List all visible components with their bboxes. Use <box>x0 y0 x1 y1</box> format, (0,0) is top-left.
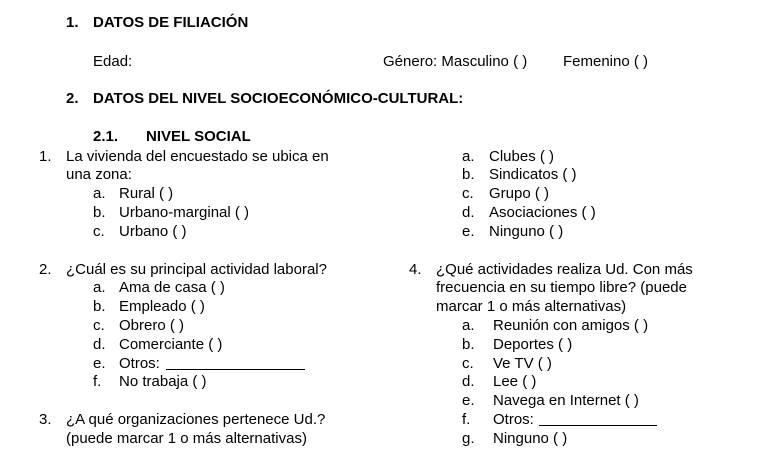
q2-option-letter: d. <box>93 336 106 353</box>
q3-option-asociaciones[interactable]: Asociaciones ( ) <box>489 204 596 221</box>
femenino-label: Femenino ( ) <box>563 53 649 70</box>
q4-option-letter: g. <box>462 430 475 447</box>
q2-option-no-trabaja[interactable]: No trabaja ( ) <box>119 373 207 390</box>
q4-option-letter: e. <box>462 392 475 409</box>
q4-option-letter: b. <box>462 336 475 353</box>
q3-option-grupo[interactable]: Grupo ( ) <box>489 185 550 202</box>
q4-option-lee[interactable]: Lee ( ) <box>493 373 537 390</box>
q2-number: 2. <box>39 261 52 278</box>
section1-title: DATOS DE FILIACIÓN <box>93 14 249 31</box>
subsection-title: NIVEL SOCIAL <box>146 128 251 145</box>
q2-option-comerciante[interactable]: Comerciante ( ) <box>119 336 223 353</box>
q2-option-letter: a. <box>93 279 106 296</box>
q4-option-letter: a. <box>462 317 475 334</box>
q2-option-empleado[interactable]: Empleado ( ) <box>119 298 205 315</box>
q4-text-line3: marcar 1 o más alternativas) <box>436 298 627 315</box>
q4-option-letter: f. <box>462 411 471 428</box>
section2-title: DATOS DEL NIVEL SOCIOECONÓMICO-CULTURAL: <box>93 90 464 107</box>
q4-text-line1: ¿Qué actividades realiza Ud. Con más <box>436 261 693 278</box>
q2-otros-blank[interactable] <box>166 355 305 375</box>
q3-option-ninguno[interactable]: Ninguno ( ) <box>489 223 564 240</box>
q4-option-ninguno[interactable]: Ninguno ( ) <box>493 430 568 447</box>
q1-number: 1. <box>39 148 52 165</box>
q4-option-reunion-con-amigos[interactable]: Reunión con amigos ( ) <box>493 317 649 334</box>
genero-masculino-label: Género: Masculino ( ) <box>383 53 528 70</box>
q4-option-deportes[interactable]: Deportes ( ) <box>493 336 573 353</box>
q1-option-urbano-marginal[interactable]: Urbano-marginal ( ) <box>119 204 250 221</box>
q3-option-letter: e. <box>462 223 475 240</box>
q4-option-navega-en-internet[interactable]: Navega en Internet ( ) <box>493 392 639 409</box>
q2-option-otros: Otros: <box>119 355 160 372</box>
q1-option-urbano[interactable]: Urbano ( ) <box>119 223 187 240</box>
q4-option-otros: Otros: <box>493 411 534 428</box>
q1-option-letter: a. <box>93 185 106 202</box>
q4-text-line2: frecuencia en su tiempo libre? (puede <box>436 279 687 296</box>
q2-option-letter: e. <box>93 355 106 372</box>
q1-option-letter: b. <box>93 204 106 221</box>
q3-option-sindicatos[interactable]: Sindicatos ( ) <box>489 166 577 183</box>
q2-option-letter: b. <box>93 298 106 315</box>
subsection-number: 2.1. <box>93 128 119 145</box>
q3-number: 3. <box>39 411 52 428</box>
section2-number: 2. <box>66 90 79 107</box>
q4-option-letter: d. <box>462 373 475 390</box>
q2-option-letter: c. <box>93 317 105 334</box>
q1-option-letter: c. <box>93 223 105 240</box>
edad-label: Edad: <box>93 53 133 70</box>
q1-option-rural[interactable]: Rural ( ) <box>119 185 174 202</box>
q4-option-ve-tv[interactable]: Ve TV ( ) <box>493 355 552 372</box>
section1-number: 1. <box>66 14 79 31</box>
q2-text: ¿Cuál es su principal actividad laboral? <box>66 261 327 278</box>
q2-option-letter: f. <box>93 373 102 390</box>
q4-number: 4. <box>409 261 422 278</box>
q3-text-line2: (puede marcar 1 o más alternativas) <box>66 430 307 447</box>
q4-otros-blank[interactable] <box>539 411 657 431</box>
q2-option-obrero[interactable]: Obrero ( ) <box>119 317 185 334</box>
q3-option-letter: b. <box>462 166 475 183</box>
q3-option-letter: c. <box>462 185 474 202</box>
q3-option-letter: d. <box>462 204 475 221</box>
q1-text-line1: La vivienda del encuestado se ubica en <box>66 148 329 165</box>
q3-option-letter: a. <box>462 148 475 165</box>
q3-text-line1: ¿A qué organizaciones pertenece Ud.? <box>66 411 326 428</box>
q4-option-letter: c. <box>462 355 474 372</box>
q2-option-ama-de-casa[interactable]: Ama de casa ( ) <box>119 279 225 296</box>
q1-text-line2: una zona: <box>66 166 132 183</box>
q3-option-clubes[interactable]: Clubes ( ) <box>489 148 555 165</box>
